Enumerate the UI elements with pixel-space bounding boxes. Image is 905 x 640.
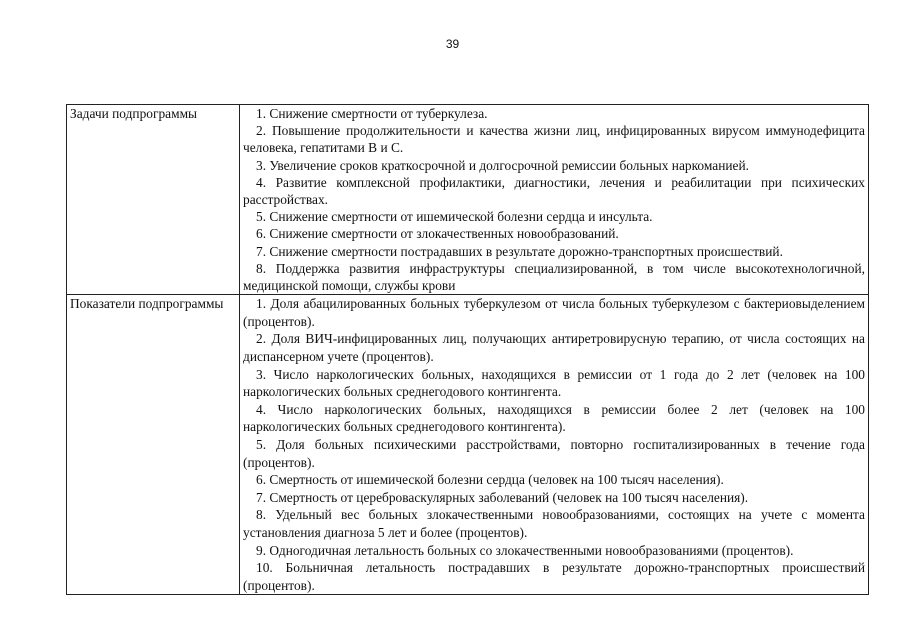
indicator-item: 5. Доля больных психическими расстройствами, повторно госпитализированных в течение года (процентов). [243,436,865,470]
indicators-content [240,295,869,595]
task-item: 4. Развитие комплексной профилактики, диагностики, лечения и реабилитации при психических расстройствах. [243,174,865,208]
indicator-item: 1. Доля абацилированных больных туберкулезом от числа больных туберкулезом с бактериовыделением (процентов). [243,296,865,329]
indicator-item: 6. Смертность от ишемической болезни сердца (человек на 100 тысяч населения). [256,472,724,488]
page-number: 39 [445,37,460,51]
task-item: 8. Поддержка развития инфраструктуры специализированной, в том числе высокотехнологичной, медицинской помощи, службы крови [243,260,865,294]
indicator-item: 10. Больничная летальность пострадавших в результате дорожно-транспортных происшествий (процентов). [243,560,865,593]
indicator-item: 7. Смертность от цереброваскулярных заболеваний (человек на 100 тысяч населения). [256,489,749,505]
tasks-content [240,105,869,295]
indicator-item: 3. Число наркологических больных, находящихся в ремиссии от 1 года до 2 лет (человек на 100 наркологических больных среднегодового контингента. [243,366,865,400]
indicator-item: 4. Число наркологических больных, находящихся в ремиссии более 2 лет (человек на 100 наркологических больных среднегодового контингента). [243,401,865,435]
indicators-label: Показатели подпрограммы [67,295,240,595]
task-item: 2. Повышение продолжительности и качества жизни лиц, инфицированных вирусом иммунодефицита человека, гепатитами В и С. [243,123,865,156]
task-item: 1. Снижение смертности от туберкулеза. [256,106,488,121]
task-item: 3. Увеличение сроков краткосрочной и долгосрочной ремиссии больных наркоманией. [256,157,749,173]
indicator-item: 9. Одногодичная летальность больных со злокачественными новообразованиями (процентов). [256,542,794,558]
indicator-item: 2. Доля ВИЧ-инфицированных лиц, получающих антиретровирусную терапию, от числа состоящих на диспансерном учете (процентов). [243,331,865,365]
tasks-label: Задачи подпрограммы [67,105,240,295]
indicator-item: 8. Удельный вес больных злокачественными новообразованиями, состоящих на учете с момента установления диагноза 5 лет и более (процентов). [243,507,865,540]
table-row-indicators [67,295,869,595]
task-item: 5. Снижение смертности от ишемической болезни сердца и инсульта. [256,209,653,225]
task-item: 7. Снижение смертности пострадавших в результате дорожно-транспортных происшествий. [256,243,783,259]
task-item: 6. Снижение смертности от злокачественных новообразований. [256,226,619,242]
table-row-tasks [67,105,869,295]
program-table [66,104,869,595]
